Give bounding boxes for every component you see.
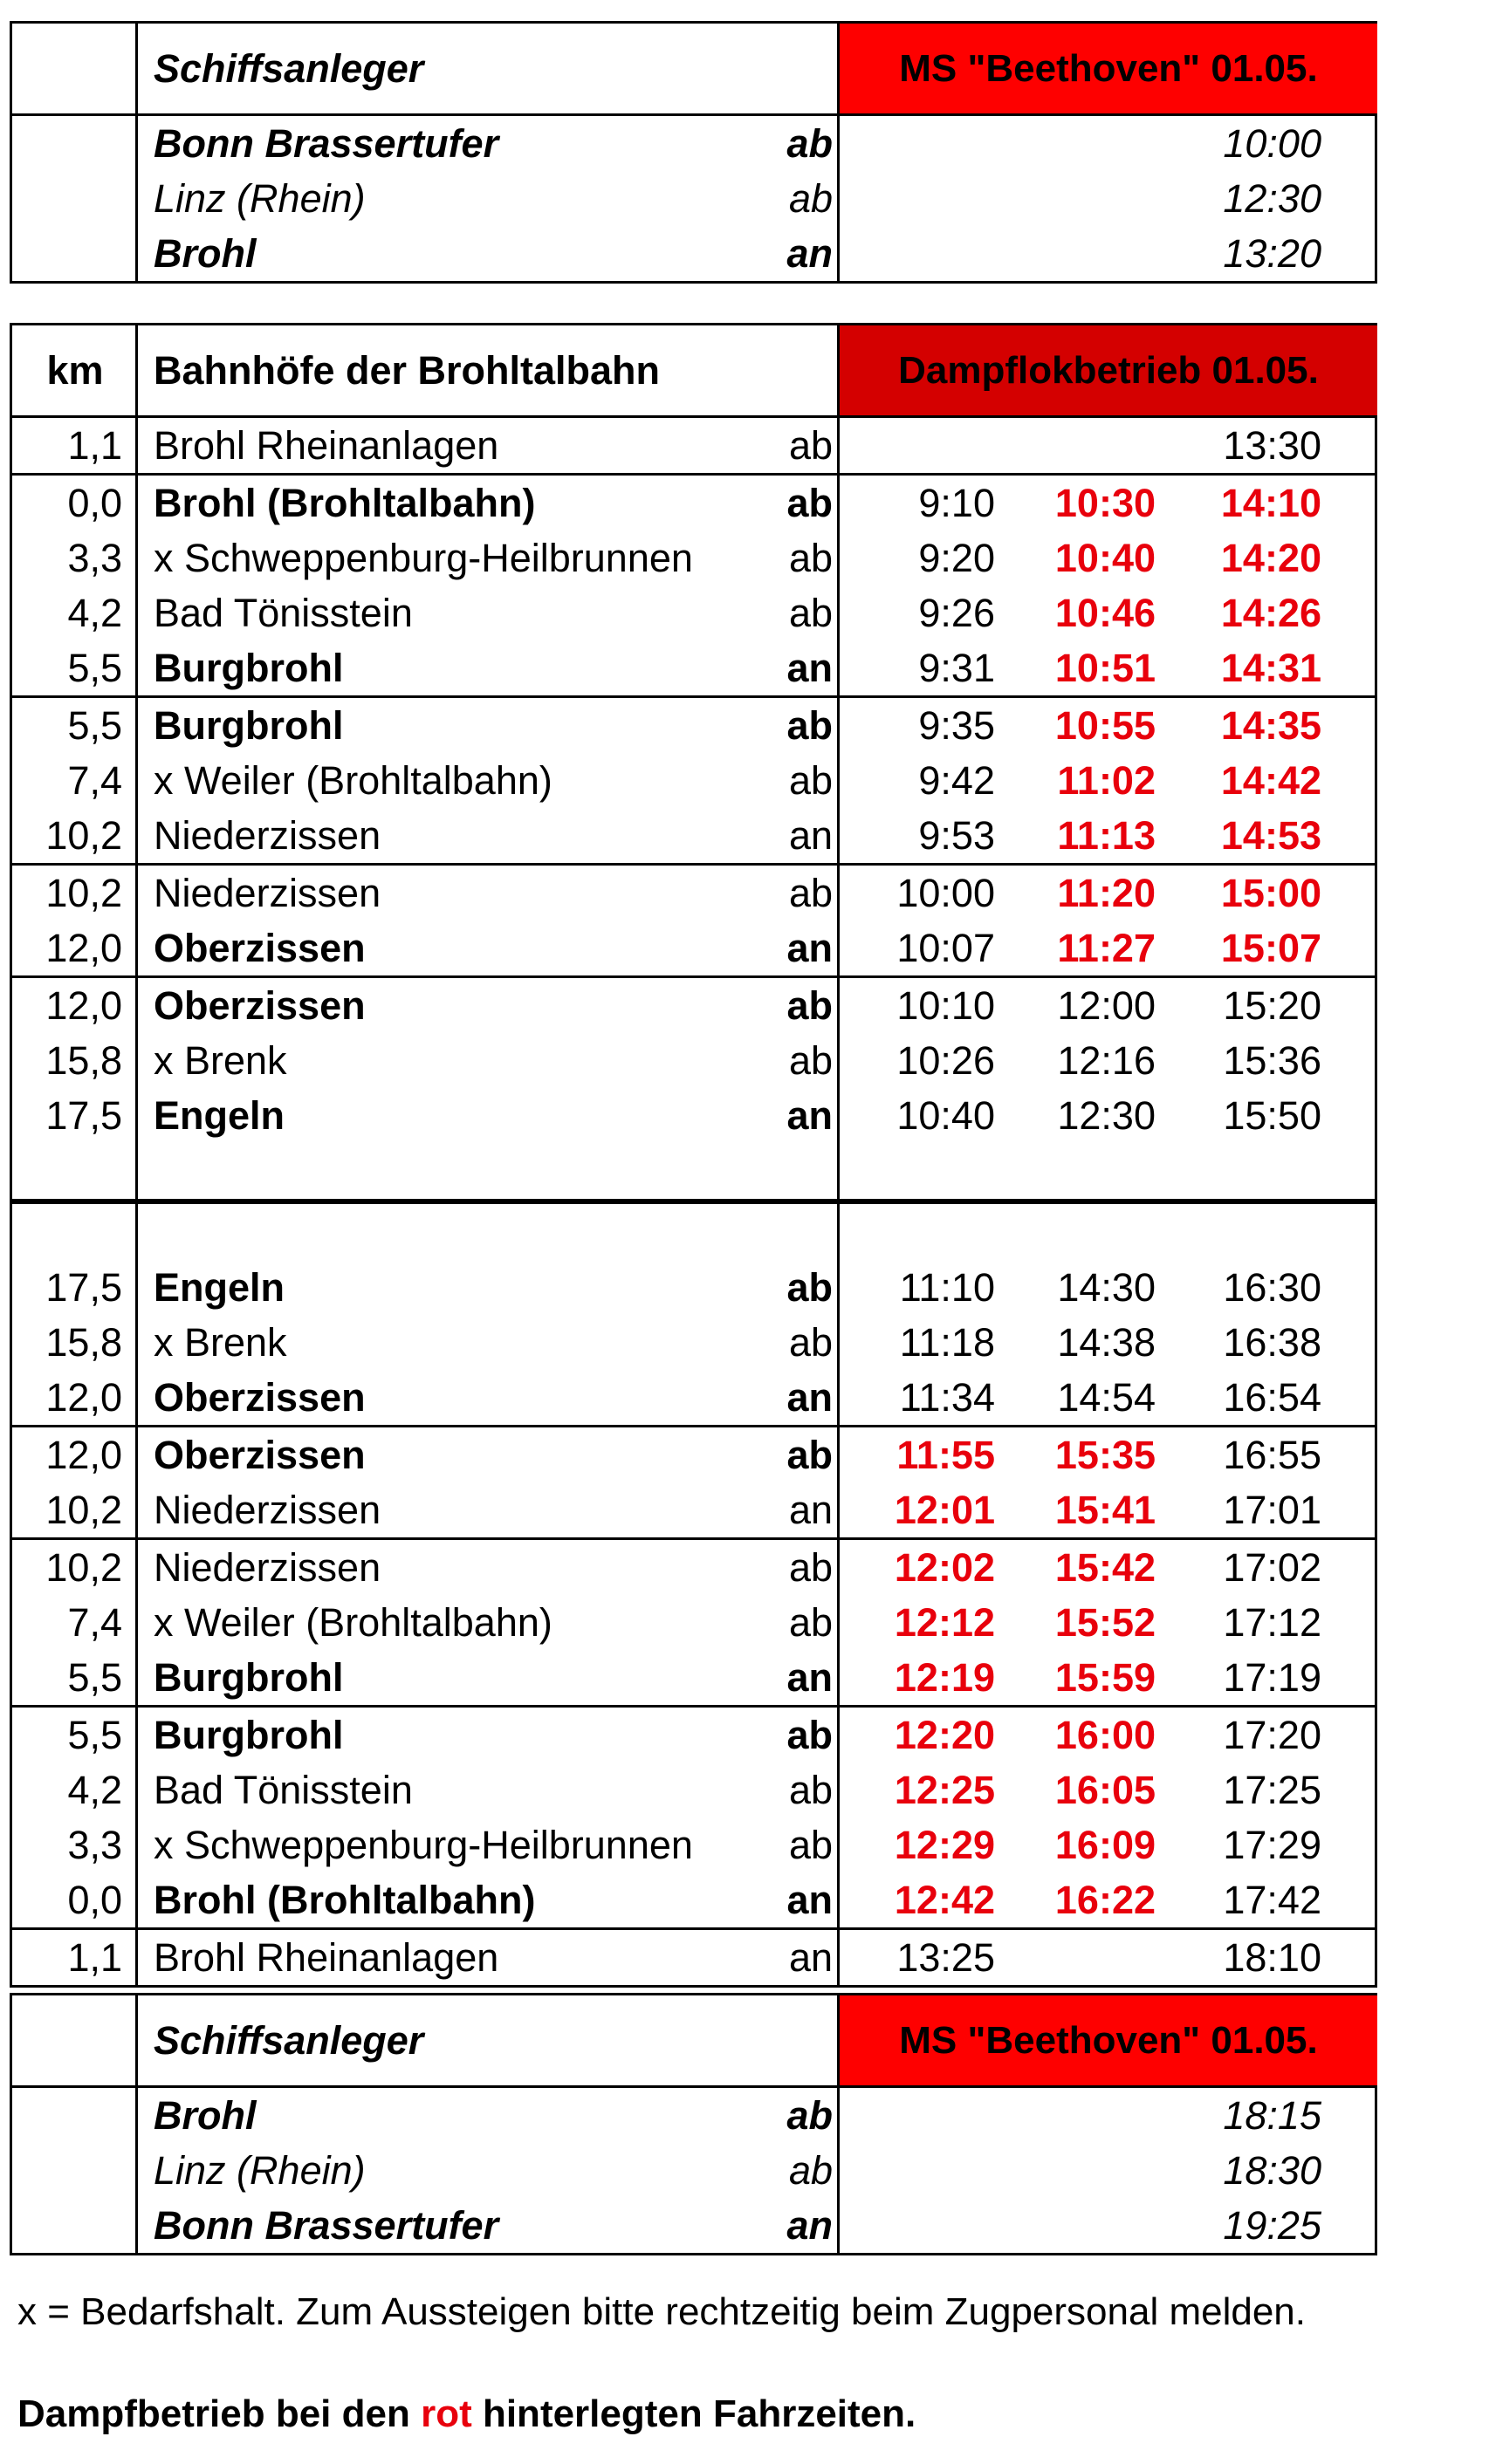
time-cell: 9:53	[918, 812, 995, 858]
arrival-departure-marker: ab	[788, 590, 833, 635]
km-cell: 5,5	[67, 702, 122, 748]
time-cell: 14:53	[1220, 812, 1321, 858]
arrival-departure-marker: ab	[786, 480, 833, 525]
ship-time: 13:20	[1223, 230, 1321, 276]
time-cell: 17:20	[1223, 1712, 1321, 1757]
km-cell: 10,2	[45, 870, 122, 915]
time-cell: 12:19	[894, 1654, 995, 1700]
arrival-departure-marker: ab	[786, 1264, 833, 1310]
footnote: x = Bedarfshalt. Zum Aussteigen bitte rechtzeitig beim Zugpersonal melden.	[17, 2290, 1306, 2333]
km-cell: 15,8	[45, 1319, 122, 1365]
arrival-departure-marker: ab	[788, 422, 833, 468]
km-cell: 12,0	[45, 982, 122, 1028]
arrival-departure-marker: ab	[786, 702, 833, 748]
time-cell: 15:36	[1223, 1037, 1321, 1083]
time-cell: 9:10	[918, 480, 995, 525]
arrival-departure-marker: ab	[788, 757, 833, 803]
time-cell: 16:30	[1223, 1264, 1321, 1310]
ship-row	[12, 2198, 1375, 2253]
ship-row	[12, 171, 1375, 226]
station-name: x Schweppenburg-Heilbrunnen	[154, 1822, 693, 1867]
ship-time: 10:00	[1223, 120, 1321, 166]
timetable-row	[12, 1705, 1375, 1762]
time-cell: 10:40	[896, 1092, 995, 1138]
time-cell: 17:19	[1223, 1654, 1321, 1700]
station-name: Engeln	[154, 1264, 285, 1310]
arrival-departure-marker: ab	[788, 870, 833, 915]
station-name: Burgbrohl	[154, 645, 344, 690]
timetable-row	[12, 975, 1375, 1033]
time-cell: 12:16	[1057, 1037, 1156, 1083]
time-cell: 10:07	[896, 925, 995, 970]
time-cell: 15:07	[1220, 925, 1321, 970]
timetable-row	[12, 753, 1375, 808]
timetable-row	[12, 1482, 1375, 1537]
time-cell: 14:42	[1220, 757, 1321, 803]
km-cell: 10,2	[45, 812, 122, 858]
ship-station: Bonn Brassertufer	[154, 120, 499, 166]
time-cell: 15:59	[1054, 1654, 1156, 1700]
timetable-row	[12, 863, 1375, 921]
time-cell: 12:01	[894, 1487, 995, 1532]
steam-note	[17, 2392, 916, 2436]
time-cell	[1019, 1930, 1177, 1985]
arrival-departure-marker: ab	[788, 535, 833, 580]
timetable-row	[12, 808, 1375, 863]
station-name: Oberzissen	[154, 1432, 366, 1477]
ship-row	[12, 2143, 1375, 2198]
arrival-departure-marker: an	[786, 1374, 833, 1420]
arrival-departure-marker: ab	[788, 1544, 833, 1590]
time-cell: 16:22	[1054, 1877, 1156, 1922]
km-cell: 5,5	[67, 645, 122, 690]
timetable-row	[12, 1762, 1375, 1817]
timetable-row	[12, 1033, 1375, 1088]
time-cell: 9:31	[918, 645, 995, 690]
time-cell: 17:25	[1223, 1767, 1321, 1812]
timetable-row	[12, 1650, 1375, 1705]
time-cell: 11:13	[1057, 812, 1156, 858]
time-cell: 15:42	[1054, 1544, 1156, 1590]
arrival-departure-marker: ab	[786, 1712, 833, 1757]
time-cell: 15:52	[1054, 1599, 1156, 1645]
timetable-row	[12, 530, 1375, 585]
time-cell: 17:42	[1223, 1877, 1321, 1922]
km-cell: 4,2	[67, 1767, 122, 1812]
station-name: Burgbrohl	[154, 702, 344, 748]
timetable-row	[12, 640, 1375, 695]
timetable-row	[12, 1872, 1375, 1927]
timetable-row	[12, 1927, 1375, 1985]
km-cell: 0,0	[67, 480, 122, 525]
steam-note-red-word: rot	[421, 2392, 472, 2435]
ship-station: Brohl	[154, 2092, 257, 2138]
time-cell: 11:34	[899, 1374, 995, 1420]
time-cell: 13:25	[896, 1934, 995, 1980]
arrival-departure-marker: ab	[786, 982, 833, 1028]
arrival-departure-marker: an	[786, 1092, 833, 1138]
arrival-departure-marker: ab	[788, 175, 833, 221]
arrival-departure-marker: an	[788, 1487, 833, 1532]
time-cell: 12:29	[894, 1822, 995, 1867]
ship-time: 12:30	[1223, 175, 1321, 221]
station-name: Engeln	[154, 1092, 285, 1138]
railway-table	[10, 323, 1377, 1988]
time-cell: 18:10	[1223, 1934, 1321, 1980]
ship-time: 18:15	[1223, 2092, 1321, 2138]
time-cell	[840, 418, 1019, 473]
timetable-row	[12, 921, 1375, 975]
arrival-departure-marker: ab	[788, 1037, 833, 1083]
time-cell: 11:18	[899, 1319, 995, 1365]
station-name: Bad Tönisstein	[154, 590, 413, 635]
steam-note-suffix: hinterlegten Fahrzeiten.	[471, 2392, 916, 2435]
timetable-row	[12, 473, 1375, 530]
station-name: Niederzissen	[154, 1487, 381, 1532]
direction-divider	[12, 1199, 1375, 1260]
km-cell: 1,1	[67, 422, 122, 468]
arrival-departure-marker: ab	[786, 120, 833, 166]
timetable-row	[12, 1537, 1375, 1595]
timetable-row	[12, 1315, 1375, 1370]
arrival-departure-marker: ab	[786, 2092, 833, 2138]
km-cell: 10,2	[45, 1487, 122, 1532]
arrival-departure-marker: an	[788, 812, 833, 858]
arrival-departure-marker: an	[786, 2202, 833, 2248]
time-cell: 9:42	[918, 757, 995, 803]
time-cell: 12:00	[1057, 982, 1156, 1028]
time-cell: 16:54	[1223, 1374, 1321, 1420]
station-name: x Brenk	[154, 1319, 287, 1365]
time-cell: 10:10	[896, 982, 995, 1028]
km-cell: 7,4	[67, 757, 122, 803]
km-cell: 4,2	[67, 590, 122, 635]
station-name: x Weiler (Brohltalbahn)	[154, 757, 552, 803]
timetable-row	[12, 695, 1375, 753]
station-name: Bad Tönisstein	[154, 1767, 413, 1812]
arrival-departure-marker: ab	[788, 1319, 833, 1365]
time-cell	[1019, 418, 1177, 473]
time-cell: 16:38	[1223, 1319, 1321, 1365]
station-name: Brohl Rheinanlagen	[154, 1934, 499, 1980]
time-cell: 10:51	[1054, 645, 1156, 690]
km-cell: 3,3	[67, 1822, 122, 1867]
ship-table-return	[10, 1993, 1377, 2255]
time-cell: 16:09	[1054, 1822, 1156, 1867]
time-cell: 16:05	[1054, 1767, 1156, 1812]
ship-table-header	[12, 24, 1375, 116]
time-cell: 9:26	[918, 590, 995, 635]
station-name: Brohl Rheinanlagen	[154, 422, 499, 468]
km-header: km	[46, 347, 104, 393]
timetable-row	[12, 1260, 1375, 1315]
ship-station: Linz (Rhein)	[154, 175, 366, 221]
ship-stations-header: Schiffsanleger	[154, 2017, 424, 2063]
time-cell: 11:02	[1057, 757, 1156, 803]
time-cell: 15:41	[1054, 1487, 1156, 1532]
section-spacer	[12, 1143, 1375, 1199]
time-cell: 14:38	[1057, 1319, 1156, 1365]
time-cell: 15:00	[1220, 870, 1321, 915]
ship-service-header: MS "Beethoven" 01.05.	[840, 24, 1377, 113]
time-cell: 15:35	[1054, 1432, 1156, 1477]
ship-stations-header: Schiffsanleger	[154, 45, 424, 91]
ship-station: Brohl	[154, 230, 257, 276]
station-name: Oberzissen	[154, 925, 366, 970]
time-cell: 15:50	[1223, 1092, 1321, 1138]
arrival-departure-marker: an	[786, 1877, 833, 1922]
station-name: Oberzissen	[154, 1374, 366, 1420]
time-cell: 12:12	[894, 1599, 995, 1645]
steam-note-prefix: Dampfbetrieb bei den	[17, 2392, 422, 2435]
time-cell: 14:54	[1057, 1374, 1156, 1420]
time-cell: 10:26	[896, 1037, 995, 1083]
ship-row	[12, 2088, 1375, 2143]
ship-time: 19:25	[1223, 2202, 1321, 2248]
timetable-row	[12, 1370, 1375, 1425]
time-cell: 11:55	[896, 1432, 995, 1477]
station-name: Niederzissen	[154, 1544, 381, 1590]
time-cell: 10:46	[1054, 590, 1156, 635]
arrival-departure-marker: an	[786, 925, 833, 970]
arrival-departure-marker: ab	[788, 1822, 833, 1867]
km-cell: 5,5	[67, 1654, 122, 1700]
km-cell: 12,0	[45, 925, 122, 970]
km-cell: 1,1	[67, 1934, 122, 1980]
ship-row	[12, 226, 1375, 281]
arrival-departure-marker: ab	[788, 1767, 833, 1812]
ship-service-header: MS "Beethoven" 01.05.	[840, 1995, 1377, 2085]
km-cell: 3,3	[67, 535, 122, 580]
arrival-departure-marker: an	[786, 230, 833, 276]
ship-row	[12, 116, 1375, 171]
time-cell: 9:20	[918, 535, 995, 580]
arrival-departure-marker: an	[786, 1654, 833, 1700]
timetable-row	[12, 1595, 1375, 1650]
time-cell: 11:27	[1057, 925, 1156, 970]
station-name: x Weiler (Brohltalbahn)	[154, 1599, 552, 1645]
time-cell: 12:02	[894, 1544, 995, 1590]
time-cell: 12:30	[1057, 1092, 1156, 1138]
time-cell: 14:10	[1220, 480, 1321, 525]
km-cell: 12,0	[45, 1432, 122, 1477]
km-cell: 0,0	[67, 1877, 122, 1922]
railway-table-header	[12, 325, 1375, 418]
time-cell: 16:55	[1223, 1432, 1321, 1477]
time-cell: 10:55	[1054, 702, 1156, 748]
timetable-row	[12, 585, 1375, 640]
ship-table-header	[12, 1995, 1375, 2088]
station-name: Brohl (Brohltalbahn)	[154, 480, 536, 525]
arrival-departure-marker: an	[786, 645, 833, 690]
timetable-row	[12, 1817, 1375, 1872]
station-name: Niederzissen	[154, 870, 381, 915]
time-cell: 17:01	[1223, 1487, 1321, 1532]
arrival-departure-marker: ab	[786, 1432, 833, 1477]
km-cell: 5,5	[67, 1712, 122, 1757]
time-cell: 16:00	[1054, 1712, 1156, 1757]
km-cell: 17,5	[45, 1092, 122, 1138]
time-cell: 14:35	[1220, 702, 1321, 748]
time-cell: 14:30	[1057, 1264, 1156, 1310]
timetable-row	[12, 1088, 1375, 1143]
time-cell: 14:26	[1220, 590, 1321, 635]
km-cell: 12,0	[45, 1374, 122, 1420]
station-name: Niederzissen	[154, 812, 381, 858]
station-name: x Brenk	[154, 1037, 287, 1083]
arrival-departure-marker: ab	[788, 2147, 833, 2193]
steam-service-header: Dampflokbetrieb 01.05.	[840, 325, 1377, 415]
time-cell: 14:31	[1220, 645, 1321, 690]
time-cell: 12:20	[894, 1712, 995, 1757]
station-name: x Schweppenburg-Heilbrunnen	[154, 535, 693, 580]
km-cell: 17,5	[45, 1264, 122, 1310]
time-cell: 12:25	[894, 1767, 995, 1812]
time-cell: 17:12	[1223, 1599, 1321, 1645]
time-cell: 11:20	[1057, 870, 1156, 915]
timetable-row	[12, 418, 1375, 473]
time-cell: 17:29	[1223, 1822, 1321, 1867]
station-name: Burgbrohl	[154, 1654, 344, 1700]
time-cell: 10:40	[1054, 535, 1156, 580]
time-cell: 9:35	[918, 702, 995, 748]
time-cell: 15:20	[1223, 982, 1321, 1028]
ship-time: 18:30	[1223, 2147, 1321, 2193]
station-name: Brohl (Brohltalbahn)	[154, 1877, 536, 1922]
time-cell: 10:30	[1054, 480, 1156, 525]
time-cell: 10:00	[896, 870, 995, 915]
km-cell: 15,8	[45, 1037, 122, 1083]
km-cell: 7,4	[67, 1599, 122, 1645]
time-cell: 17:02	[1223, 1544, 1321, 1590]
time-cell: 14:20	[1220, 535, 1321, 580]
time-cell: 12:42	[894, 1877, 995, 1922]
ship-station: Bonn Brassertufer	[154, 2202, 499, 2248]
stations-header: Bahnhöfe der Brohltalbahn	[154, 347, 661, 393]
timetable-row	[12, 1425, 1375, 1482]
station-name: Oberzissen	[154, 982, 366, 1028]
time-cell: 13:30	[1223, 422, 1321, 468]
arrival-departure-marker: an	[788, 1934, 833, 1980]
km-cell: 10,2	[45, 1544, 122, 1590]
arrival-departure-marker: ab	[788, 1599, 833, 1645]
station-name: Burgbrohl	[154, 1712, 344, 1757]
ship-table-outbound	[10, 21, 1377, 284]
ship-station: Linz (Rhein)	[154, 2147, 366, 2193]
time-cell: 11:10	[899, 1264, 995, 1310]
